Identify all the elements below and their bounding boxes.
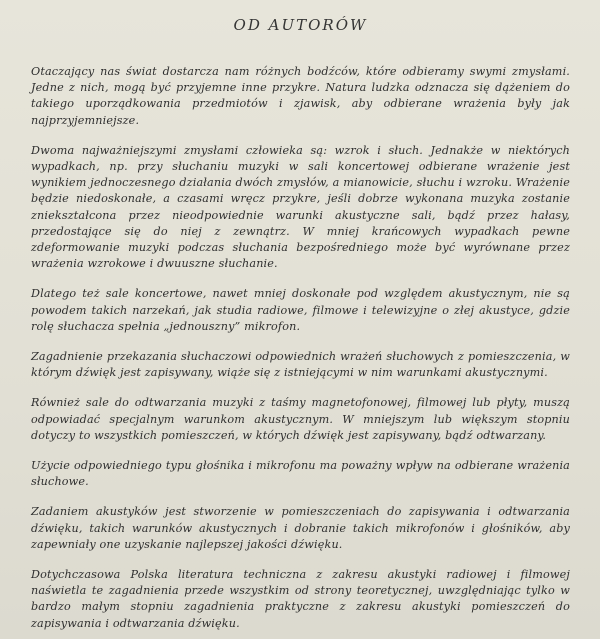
paragraph-8: Dotychczasowa Polska literatura techniczna z zakresu akustyki radiowej i filmowej naświetla te zagadnienia przede wszystkim od strony teoretycznej, uwzględniając tylko w bardzo małym stopniu zagadnienia praktyczne z zakresu akustyki pomieszczeń do zapisywania i odtwarzania dźwięku. — [31, 568, 570, 630]
paragraph-6: Użycie odpowiedniego typu głośnika i mikrofonu ma poważny wpływ na odbierane wrażenia słuchowe. — [31, 459, 570, 489]
paragraph-5: Również sale do odtwarzania muzyki z taśmy magnetofonowej, filmowej lub płyty, muszą odpowiadać specjalnym warunkom akustycznym. W mniejszym lub większym stopniu dotyczy to wszystkich pomieszczeń, w których dźwięk jest zapisywany, bądź odtwarzany. — [31, 396, 570, 442]
page-title: OD AUTORÓW — [233, 16, 368, 34]
paragraph-2: Dwoma najważniejszymi zmysłami człowieka są: wzrok i słuch. Jednakże w niektórych wypadkach, np. przy słuchaniu muzyki w sali koncertowej odbierane wrażenie jest wynikiem jednoczesnego działania dwóch zmysłów, a mianowicie, słuchu i wzroku. Wrażenie będzie niedoskonałe, a czasami wręcz przykre, jeśli dobrze wykonana muzyka zostanie zniekształcona przez nieodpowiednie warunki akustyczne sali, bądź przez hałasy, przedostające się do niej z zewnątrz. W mniej krańcowych wypadkach pewne zdeformowanie muzyki podczas słuchania bezpośredniego może być wyrównane przez wrażenia wzrokowe i dwuuszne słuchanie. — [31, 143, 570, 271]
paragraph-7: Zadaniem akustyków jest stworzenie w pomieszczeniach do zapisywania i odtwarzania dźwięku, takich warunków akustycznych i dobranie takich mikrofonów i głośników, aby zapewniały one uzyskanie najlepszej jakości dźwięku. — [31, 505, 570, 551]
paragraph-4: Zagadnienie przekazania słuchaczowi odpowiednich wrażeń słuchowych z pomieszczenia, w którym dźwięk jest zapisywany, wiąże się z istniejącymi w nim warunkami akustycznymi. — [31, 350, 570, 380]
paragraph-3: Dlatego też sale koncertowe, nawet mniej doskonałe pod względem akustycznym, nie są powodem takich narzekań, jak studia radiowe, filmowe i telewizyjne o złej akustyce, gdzie rolę słuchacza spełnia „jednouszny” mikrofon. — [31, 287, 570, 333]
paragraph-1: Otaczający nas świat dostarcza nam różnych bodźców, które odbieramy swymi zmysłami. Jedne z nich, mogą być przyjemne inne przykre. Natura ludzka odznacza się dążeniem do takiego uporządkowania przedmiotów i zjawisk, aby odbierane wrażenia były jak najprzyjemniejsze. — [31, 65, 570, 127]
